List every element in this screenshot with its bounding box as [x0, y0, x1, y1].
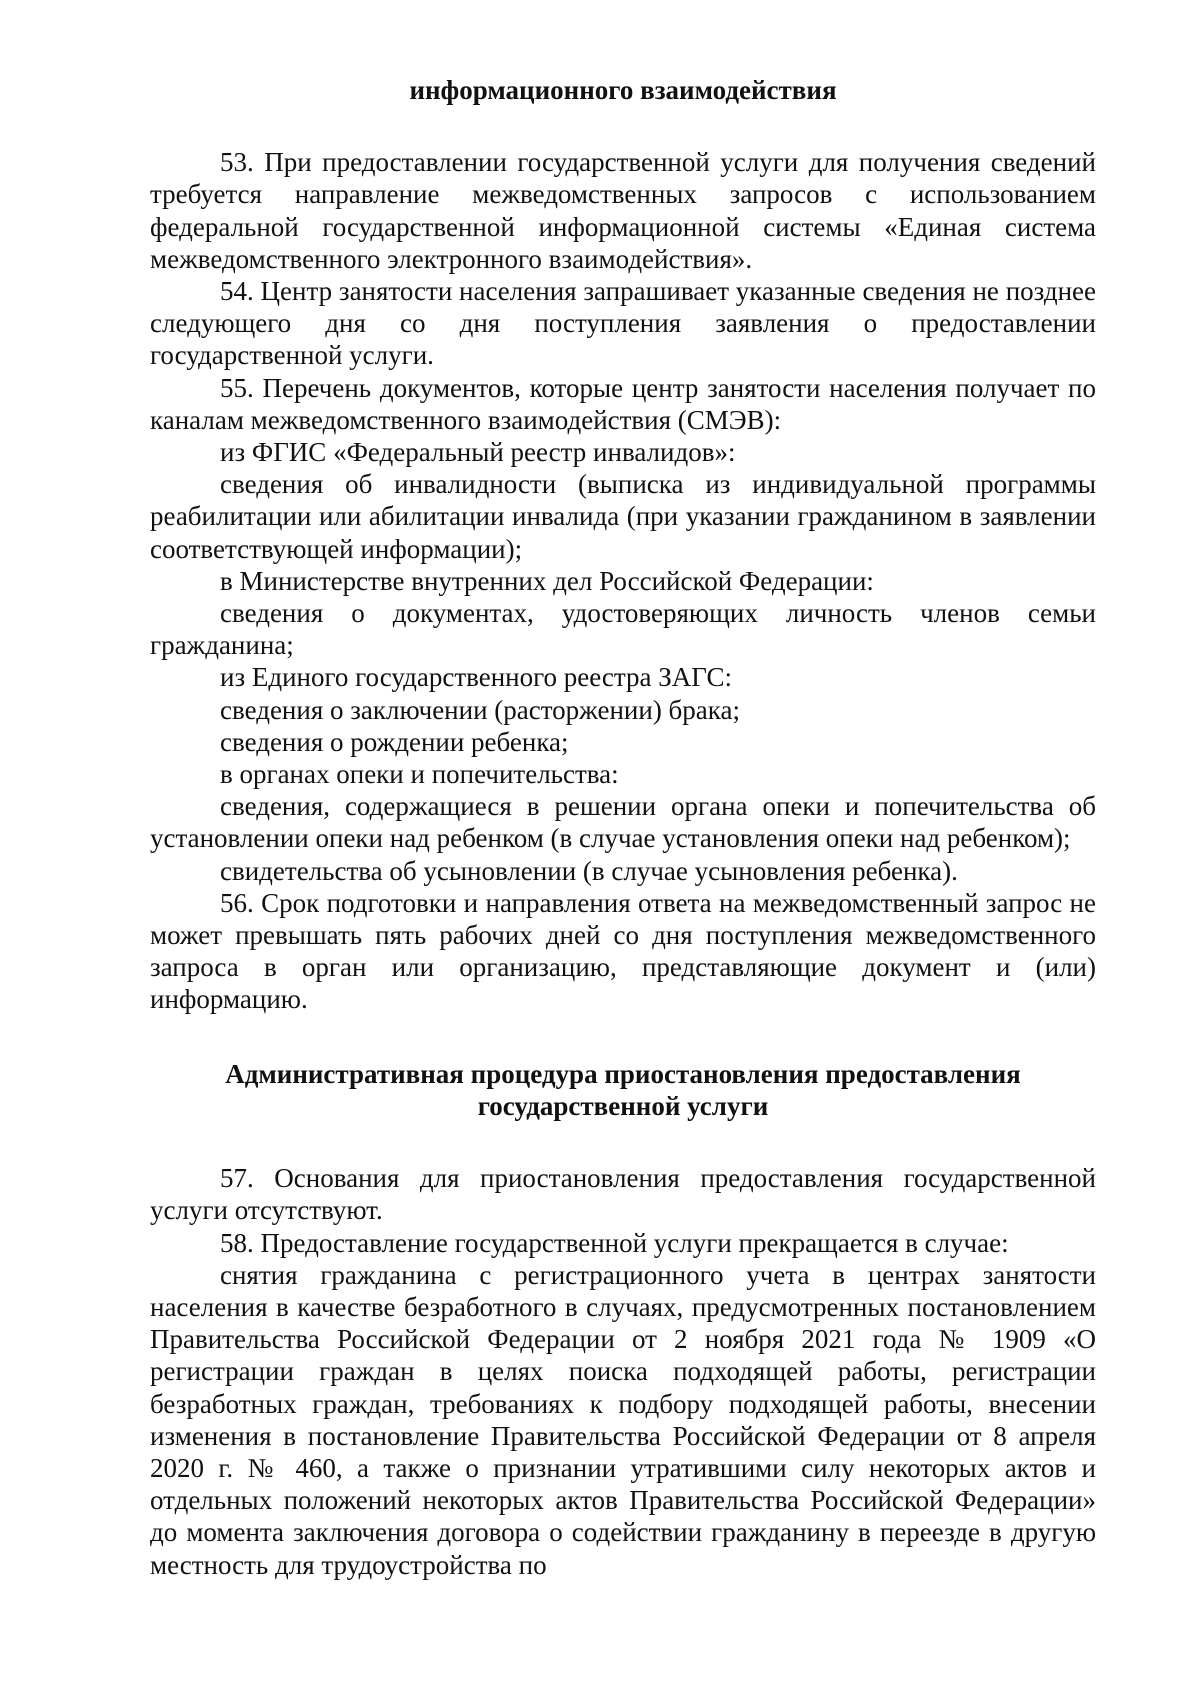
paragraph-54: 54. Центр занятости населения запрашивает указанные сведения не позднее следующего дня со дня поступления заявления о предоставлении государственной услуги. — [150, 276, 1096, 371]
paragraph-56: 56. Срок подготовки и направления ответа на межведомственный запрос не может превышать пять рабочих дней со дня поступления межведомственного запроса в орган или организацию, представляющие документ и (или) информацию. — [150, 887, 1096, 1015]
section-1-body — [150, 146, 1096, 1015]
paragraph-53: 53. При предоставлении государственной услуги для получения сведений требуется направление межведомственных запросов с использованием федеральной государственной информационной системы «Единая система межведомственного электронного взаимодействия». — [150, 147, 1096, 274]
section-heading-top: информационного взаимодействия — [409, 75, 837, 105]
paragraph-58-case: снятия гражданина с регистрационного учета в центрах занятости населения в качестве безработного в случаях, предусмотренных постановлением Правительства Российской Федерации от 2 ноября 2021 года № 1909 «О регистрации граждан в целях поиска подходящей работы, регистрации безработных граждан, требованиях к подбору подходящей работы, внесении изменения в постановление Правительства Российской Федерации от 8 апреля 2020 г. № 460, а также о признании утратившими силу некоторых актов и отдельных положений некоторых актов Правительства Российской Федерации» до момента заключения договора о содействии гражданину в переезде в другую местность для трудоустройства по — [150, 1259, 1096, 1580]
paragraph-57: 57. Основания для приостановления предоставления государственной услуги отсутствуют. — [150, 1163, 1096, 1226]
list-item-adoption: свидетельства об усыновлении (в случае усыновления ребенка). — [220, 855, 958, 886]
list-item-fgis: из ФГИС «Федеральный реестр инвалидов»: — [220, 437, 736, 468]
paragraph-58: 58. Предоставление государственной услуги прекращается в случае: — [220, 1227, 1009, 1258]
list-item-id-docs: сведения о документах, удостоверяющих личность членов семьи гражданина; — [150, 598, 1096, 661]
list-item-guardianship-info: сведения, содержащиеся в решении органа опеки и попечительства об установлении опеки над ребенком (в случае установления опеки над ребенком); — [150, 791, 1096, 854]
section-2-body — [150, 1162, 1096, 1581]
list-item-marriage: сведения о заключении (расторжении) брака; — [220, 694, 740, 725]
section-heading-suspension-line2: государственной услуги — [477, 1090, 769, 1121]
section-heading-suspension-line1: Административная процедура приостановления предоставления — [225, 1058, 1021, 1089]
list-item-birth: сведения о рождении ребенка; — [220, 726, 569, 757]
list-item-zags: из Единого государственного реестра ЗАГС: — [220, 662, 733, 693]
paragraph-55: 55. Перечень документов, которые центр занятости населения получает по каналам межведомственного взаимодействия (СМЭВ): — [150, 372, 1096, 435]
section-heading-suspension — [150, 1058, 1096, 1122]
document-page — [150, 74, 1096, 1581]
list-item-disability: сведения об инвалидности (выписка из индивидуальной программы реабилитации или абилитации инвалида (при указании гражданином в заявлении соответствующей информации); — [150, 469, 1096, 564]
list-item-guardianship: в органах опеки и попечительства: — [220, 759, 619, 790]
list-item-mvd: в Министерстве внутренних дел Российской Федерации: — [220, 565, 874, 596]
